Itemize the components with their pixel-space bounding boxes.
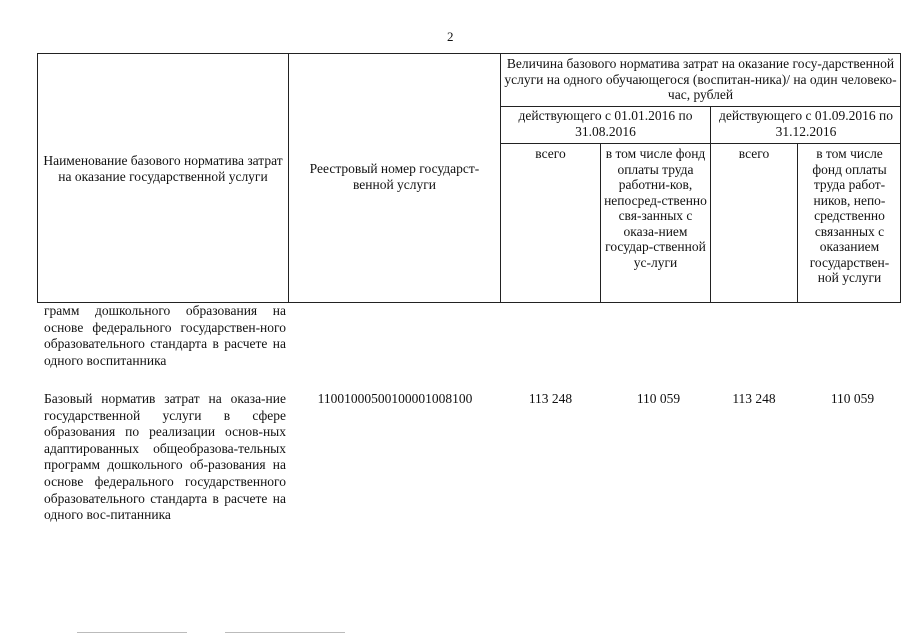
border-sub2: [797, 143, 798, 303]
scan-artifact-line: [77, 632, 187, 633]
row-2-name: Базовый норматив затрат на оказа-ние государственной услуги в сфере образования по реализации основ-ных адаптированных общеобразова-тельных программ дошкольного об-разования на основе федерального государственного образовательного стандарта в расчете на одного вос-питанника: [44, 391, 286, 523]
border-col2: [500, 53, 501, 303]
row-1-name: грамм дошкольного образования на основе федерального государствен-ного образовательного стандарта в расчете на одного воспитанника: [44, 303, 286, 368]
row-2-wages-1: 110 059: [636, 391, 681, 406]
row-2-total-1: 113 248: [528, 391, 573, 406]
header-group-title: Величина базового норматива затрат на оказание госу-дарственной услуги на одного обучающегося (воспитан-ника)/ на один человеко-час, рублей: [504, 56, 897, 102]
scan-artifact-line: [225, 632, 345, 633]
border-sub1: [600, 143, 601, 303]
header-period-2: действующего с 01.09.2016 по 31.12.2016: [719, 108, 893, 139]
header-top-border: [37, 53, 901, 54]
header-wages-1: в том числе фонд оплаты труда работни-ков, непосред-ственно свя-занных с оказа-нием государ-ственной ус-луги: [604, 146, 707, 270]
border-left: [37, 53, 38, 303]
header-total-2: всего: [738, 146, 770, 161]
row-2-registry: 11001000500100001008100: [317, 391, 473, 406]
page-number: 2: [447, 29, 454, 44]
border-col1: [288, 53, 289, 303]
row-2-wages-2: 110 059: [830, 391, 875, 406]
border-right: [900, 53, 901, 303]
period-divider: [500, 143, 901, 144]
header-wages-2: в том числе фонд оплаты труда работ-ников, непо-средственно связанных с оказанием государствен-ной услуги: [809, 146, 890, 285]
header-period-1: действующего с 01.01.2016 по 31.08.2016: [518, 108, 693, 139]
header-name: Наименование базового норматива затрат на оказание государственной услуги: [43, 153, 283, 184]
header-total-1: всего: [535, 146, 566, 161]
border-period: [710, 106, 711, 303]
header-registry: Реестровый номер государст-венной услуги: [309, 161, 480, 192]
row-2-total-2: 113 248: [732, 391, 776, 406]
group-divider: [500, 106, 901, 107]
